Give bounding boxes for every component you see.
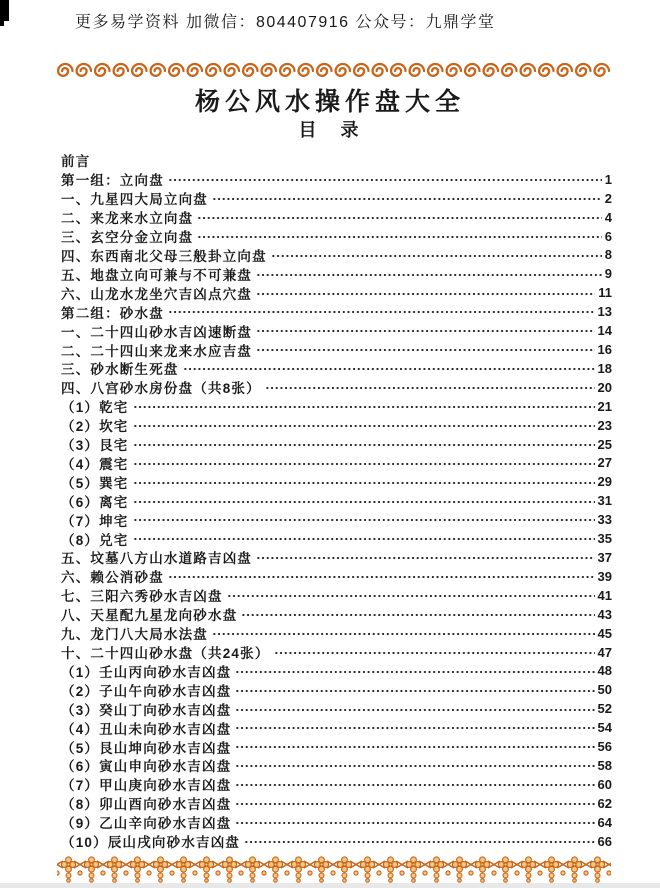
toc-entry-label: （1）壬山丙向砂水吉凶盘 <box>61 664 232 680</box>
toc-entry-label: （3）艮宅 <box>61 438 129 454</box>
toc-entry-page: 16 <box>597 342 612 358</box>
toc-entry <box>61 529 612 548</box>
dot-leader <box>265 378 595 397</box>
dot-leader <box>133 510 595 529</box>
toc-entry-page: 45 <box>597 625 612 641</box>
toc-entry <box>61 680 612 699</box>
toc-entry-page: 35 <box>597 531 612 547</box>
toc-entry-page: 23 <box>597 417 612 433</box>
scan-artifact-bottom-strip <box>0 883 660 888</box>
page-subtitle: 目 录 <box>298 120 362 140</box>
dot-leader <box>235 775 594 794</box>
toc-entry <box>61 416 612 435</box>
toc-entry-label: （8）兑宅 <box>61 532 129 548</box>
toc-entry <box>61 359 612 378</box>
toc-entry-page: 37 <box>597 549 612 565</box>
dot-leader <box>235 718 594 737</box>
dot-leader <box>256 264 602 283</box>
dot-leader <box>168 302 595 321</box>
toc-entry-page: 39 <box>597 568 612 584</box>
toc-entry <box>61 813 612 832</box>
bottom-ornament-border <box>57 856 611 884</box>
toc-entry <box>61 548 612 567</box>
toc-entry-label: （5）艮山坤向砂水吉凶盘 <box>61 740 232 756</box>
toc-entry-page: 29 <box>597 474 612 490</box>
toc-entry-label: （2）子山午向砂水吉凶盘 <box>61 683 232 699</box>
toc-entry-page: 8 <box>604 247 612 263</box>
toc-entry-page: 31 <box>597 493 612 509</box>
toc-entry-label: 五、地盘立向可兼与不可兼盘 <box>61 267 253 283</box>
toc-entry <box>61 794 612 813</box>
toc-entry-label: 一、二十四山砂水吉凶速断盘 <box>61 324 253 340</box>
toc-entry-page: 21 <box>597 398 612 414</box>
toc-entry-label: 三、砂水断生死盘 <box>61 362 179 378</box>
toc-entry <box>61 454 612 473</box>
toc-entry-page: 25 <box>597 436 612 452</box>
toc-entry-page: 62 <box>597 795 612 811</box>
toc-entry-label: 第一组：立向盘 <box>61 173 164 189</box>
toc-entry-page: 64 <box>597 814 612 830</box>
dot-leader <box>133 472 595 491</box>
toc-entry-page: 4 <box>604 209 612 225</box>
toc-entry-page: 13 <box>597 304 612 320</box>
toc-entry <box>61 397 612 416</box>
toc-entry-page: 56 <box>597 739 612 755</box>
dot-leader <box>241 605 594 624</box>
dot-leader <box>235 699 594 718</box>
toc-entry-page: 52 <box>597 701 612 717</box>
toc-entry-label: 二、来龙来水立向盘 <box>61 211 194 227</box>
toc-entry-label: （7）坤宅 <box>61 513 129 529</box>
toc-entry-label: 前言 <box>61 154 91 170</box>
toc-entry <box>61 643 612 662</box>
scan-artifact-corner-mark <box>0 0 9 21</box>
dot-leader <box>271 246 602 265</box>
toc-entry-label: 第二组：砂水盘 <box>61 305 164 321</box>
toc-entry <box>61 246 612 265</box>
dot-leader <box>256 340 594 359</box>
dot-leader <box>133 397 595 416</box>
toc-entry-page: 54 <box>597 720 612 736</box>
dot-leader <box>168 170 602 189</box>
toc-entry-label: （6）寅山申向砂水吉凶盘 <box>61 759 232 775</box>
toc-entry-label: 九、龙门八大局水法盘 <box>61 627 208 643</box>
toc-entry <box>61 321 612 340</box>
toc-entry-page: 60 <box>597 776 612 792</box>
dot-leader <box>256 321 594 340</box>
toc-entry-label: 六、赖公消砂盘 <box>61 570 164 586</box>
toc-entry <box>61 699 612 718</box>
toc-entry-label: 七、三阳六秀砂水吉凶盘 <box>61 589 223 605</box>
toc-entry <box>61 472 612 491</box>
toc-entry-label: 二、二十四山来龙来水应吉盘 <box>61 343 253 359</box>
dot-leader <box>133 491 595 510</box>
dot-leader <box>133 454 595 473</box>
dot-leader <box>183 359 595 378</box>
toc-entry-label: （1）乾宅 <box>61 400 129 416</box>
toc-entry <box>61 208 612 227</box>
toc-entry-label: 四、八宫砂水房份盘（共8张） <box>61 381 261 397</box>
toc-entry-page: 1 <box>604 171 612 187</box>
toc-entry <box>61 340 612 359</box>
toc-entry <box>61 227 612 246</box>
toc-entry <box>61 567 612 586</box>
toc-entry <box>61 718 612 737</box>
toc-entry <box>61 283 612 302</box>
toc-entry <box>61 302 612 321</box>
toc-list <box>61 151 612 851</box>
toc-entry-page: 58 <box>597 757 612 773</box>
toc-entry-page: 50 <box>597 682 612 698</box>
toc-entry-page: 47 <box>597 644 612 660</box>
toc-entry-page: 33 <box>597 512 612 528</box>
toc-entry-page: 2 <box>604 190 612 206</box>
toc-entry-label: （9）乙山辛向砂水吉凶盘 <box>61 816 232 832</box>
dot-leader <box>197 208 601 227</box>
toc-entry-label: （4）震宅 <box>61 456 129 472</box>
dot-leader <box>212 624 595 643</box>
toc-entry-page: 43 <box>597 606 612 622</box>
dot-leader <box>235 756 594 775</box>
toc-entry-page: 66 <box>597 833 612 849</box>
toc-entry-page: 18 <box>597 360 612 376</box>
dot-leader <box>235 737 594 756</box>
header-promo-text: 更多易学资料 加微信：804407916 公众号：九鼎学堂 <box>75 14 496 31</box>
toc-entry-label: 三、玄空分金立向盘 <box>61 230 194 246</box>
toc-entry <box>61 624 612 643</box>
toc-entry <box>61 264 612 283</box>
top-ornament-border <box>55 62 612 79</box>
dot-leader <box>133 416 595 435</box>
dot-leader <box>235 680 594 699</box>
dot-leader <box>235 813 594 832</box>
toc-entry <box>61 737 612 756</box>
dot-leader <box>133 435 595 454</box>
toc-entry-label: （3）癸山丁向砂水吉凶盘 <box>61 702 232 718</box>
toc-entry-page: 20 <box>597 379 612 395</box>
scan-artifact-corner-nub <box>0 21 4 26</box>
toc-entry-page: 48 <box>597 663 612 679</box>
toc-entry-label: 六、山龙水龙坐穴吉凶点穴盘 <box>61 286 253 302</box>
page-title: 杨公风水操作盘大全 <box>194 88 465 116</box>
toc-entry-label: 一、九星四大局立向盘 <box>61 192 208 208</box>
toc-entry <box>61 586 612 605</box>
dot-leader <box>197 227 601 246</box>
dot-leader <box>244 832 594 851</box>
dot-leader <box>235 661 594 680</box>
dot-leader <box>235 794 594 813</box>
toc-entry <box>61 170 612 189</box>
toc-entry-label: （4）丑山未向砂水吉凶盘 <box>61 721 232 737</box>
toc-entry <box>61 151 612 170</box>
toc-entry <box>61 775 612 794</box>
dot-leader <box>256 283 595 302</box>
toc-entry-page: 6 <box>604 228 612 244</box>
toc-entry <box>61 435 612 454</box>
toc-entry <box>61 832 612 851</box>
toc-entry-page: 41 <box>597 587 612 603</box>
toc-entry-label: （2）坎宅 <box>61 419 129 435</box>
toc-entry-label: （7）甲山庚向砂水吉凶盘 <box>61 778 232 794</box>
dot-leader <box>256 548 594 567</box>
toc-entry-label: （10）辰山戌向砂水吉凶盘 <box>61 835 241 851</box>
toc-entry-label: （6）离宅 <box>61 494 129 510</box>
toc-entry-label: （8）卯山酉向砂水吉凶盘 <box>61 797 232 813</box>
toc-entry <box>61 378 612 397</box>
dot-leader <box>227 586 595 605</box>
toc-entry-page: 14 <box>597 323 612 339</box>
toc-entry <box>61 510 612 529</box>
toc-entry-label: 五、坟墓八方山水道路吉凶盘 <box>61 551 253 567</box>
toc-entry-label: 十、二十四山砂水盘（共24张） <box>61 646 270 662</box>
toc-entry-page: 27 <box>597 455 612 471</box>
toc-entry <box>61 756 612 775</box>
toc-entry <box>61 605 612 624</box>
toc-entry-label: （5）巽宅 <box>61 475 129 491</box>
toc-entry-label: 八、天星配九星龙向砂水盘 <box>61 608 238 624</box>
dot-leader <box>133 529 595 548</box>
dot-leader <box>212 189 602 208</box>
toc-entry <box>61 189 612 208</box>
dot-leader <box>168 567 595 586</box>
toc-entry <box>61 491 612 510</box>
toc-entry-page: 9 <box>604 266 612 282</box>
toc-entry-label: 四、东西南北父母三般卦立向盘 <box>61 248 267 264</box>
toc-entry <box>61 661 612 680</box>
dot-leader <box>274 643 595 662</box>
toc-entry-page: 11 <box>598 285 612 301</box>
